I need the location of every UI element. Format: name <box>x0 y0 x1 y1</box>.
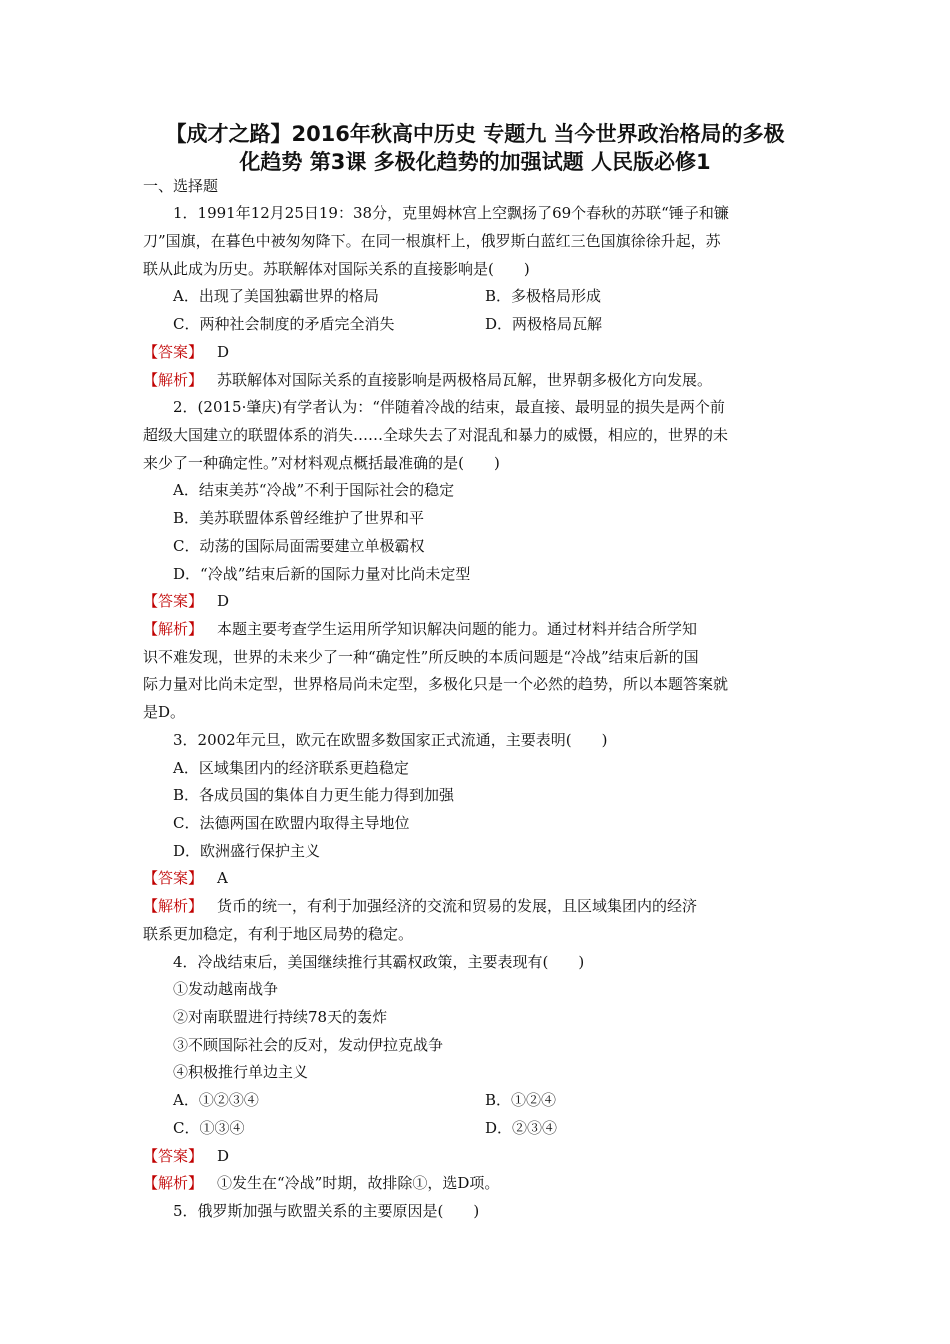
q1-option-d: D．两极格局瓦解 <box>485 315 603 333</box>
answer-label: 【答案】 <box>143 869 204 887</box>
q2-option-c: C．动荡的国际局面需要建立单极霸权 <box>173 537 425 555</box>
q1-stem-line-1: 1．1991年12月25日19：38分，克里姆林宫上空飘扬了69个春秋的苏联“锤子和镰 <box>173 204 729 222</box>
q4-stem-line-1: 4．冷战结束后，美国继续推行其霸权政策，主要表现有( ) <box>173 953 585 971</box>
answer-label: 【答案】 <box>143 1147 204 1165</box>
answer-label: 【答案】 <box>143 592 204 610</box>
q4-option-b: B．①②④ <box>485 1091 557 1109</box>
q3-option-b: B．各成员国的集体自力更生能力得到加强 <box>173 786 455 804</box>
q1-analysis-row <box>143 366 813 394</box>
q2-stem-line-1: 2．(2015·肇庆)有学者认为：“伴随着冷战的结束，最直接、最明显的损失是两个前 <box>173 398 725 416</box>
q1-answer-row <box>143 338 813 366</box>
title-line-1: 【成才之路】2016年秋高中历史 专题九 当今世界政治格局的多极 <box>165 122 785 146</box>
q2-option-d: D．“冷战”结束后新的国际力量对比尚未定型 <box>173 565 471 583</box>
q4-option-a: A．①②③④ <box>173 1091 259 1109</box>
q2-analysis-row <box>143 615 813 643</box>
section-heading: 一、选择题 <box>143 177 219 195</box>
q1-stem-line-3: 联从此成为历史。苏联解体对国际关系的直接影响是( ) <box>143 260 530 278</box>
q4-item-1: ①发动越南战争 <box>173 980 279 998</box>
q4-answer-row <box>143 1142 813 1170</box>
q3-answer-row <box>143 864 813 892</box>
q1-analysis-line-1: 苏联解体对国际关系的直接影响是两极格局瓦解，世界朝多极化方向发展。 <box>217 371 713 389</box>
q3-option-c: C．法德两国在欧盟内取得主导地位 <box>173 814 410 832</box>
q4-option-c: C．①③④ <box>173 1119 245 1137</box>
q3-analysis-line-1: 货币的统一，有利于加强经济的交流和贸易的发展，且区域集团内的经济 <box>217 897 698 915</box>
q3-analysis-row <box>143 892 813 920</box>
q4-option-d: D．②③④ <box>485 1119 558 1137</box>
q3-option-d: D．欧洲盛行保护主义 <box>173 842 321 860</box>
q4-item-2: ②对南联盟进行持续78天的轰炸 <box>173 1008 388 1026</box>
q2-option-a: A．结束美苏“冷战”不利于国际社会的稳定 <box>173 481 455 499</box>
q1-option-c: C．两种社会制度的矛盾完全消失 <box>173 315 395 333</box>
q2-option-b: B．美苏联盟体系曾经维护了世界和平 <box>173 509 425 527</box>
analysis-label: 【解析】 <box>143 620 204 638</box>
q3-stem-line-1: 3．2002年元旦，欧元在欧盟多数国家正式流通，主要表明( ) <box>173 731 608 749</box>
q2-analysis-line-1: 本题主要考查学生运用所学知识解决问题的能力。通过材料并结合所学知 <box>217 620 698 638</box>
q2-stem-line-3: 来少了一种确定性。”对材料观点概括最准确的是( ) <box>143 454 500 472</box>
document-title <box>110 120 840 176</box>
q4-answer: D <box>217 1147 230 1165</box>
q1-option-a: A．出现了美国独霸世界的格局 <box>173 287 379 305</box>
q4-item-4: ④积极推行单边主义 <box>173 1063 309 1081</box>
answer-label: 【答案】 <box>143 343 204 361</box>
q2-analysis-line-3: 际力量对比尚未定型，世界格局尚未定型，多极化只是一个必然的趋势，所以本题答案就 <box>143 675 729 693</box>
q3-answer: A <box>217 869 228 887</box>
analysis-label: 【解析】 <box>143 1174 204 1192</box>
q2-answer-row <box>143 587 813 615</box>
title-line-2: 化趋势 第3课 多极化趋势的加强试题 人民版必修1 <box>239 150 711 174</box>
q3-analysis-line-2: 联系更加稳定，有利于地区局势的稳定。 <box>143 925 414 943</box>
analysis-label: 【解析】 <box>143 371 204 389</box>
q3-option-a: A．区域集团内的经济联系更趋稳定 <box>173 759 409 777</box>
q4-analysis-line-1: ①发生在“冷战”时期，故排除①，选D项。 <box>217 1174 500 1192</box>
q1-answer: D <box>217 343 230 361</box>
analysis-label: 【解析】 <box>143 897 204 915</box>
q5-stem-line-1: 5．俄罗斯加强与欧盟关系的主要原因是( ) <box>173 1202 480 1220</box>
q2-analysis-line-4: 是D。 <box>143 703 186 721</box>
q1-option-b: B．多极格局形成 <box>485 287 602 305</box>
q4-item-3: ③不顾国际社会的反对，发动伊拉克战争 <box>173 1036 444 1054</box>
q2-analysis-line-2: 识不难发现，世界的未来少了一种“确定性”所反映的本质问题是“冷战”结束后新的国 <box>143 648 699 666</box>
q2-answer: D <box>217 592 230 610</box>
q2-stem-line-2: 超级大国建立的联盟体系的消失……全球失去了对混乱和暴力的威慑，相应的，世界的未 <box>143 426 729 444</box>
q1-stem-line-2: 刀”国旗，在暮色中被匆匆降下。在同一根旗杆上，俄罗斯白蓝红三色国旗徐徐升起，苏 <box>143 232 721 250</box>
q4-analysis-row <box>143 1169 813 1197</box>
